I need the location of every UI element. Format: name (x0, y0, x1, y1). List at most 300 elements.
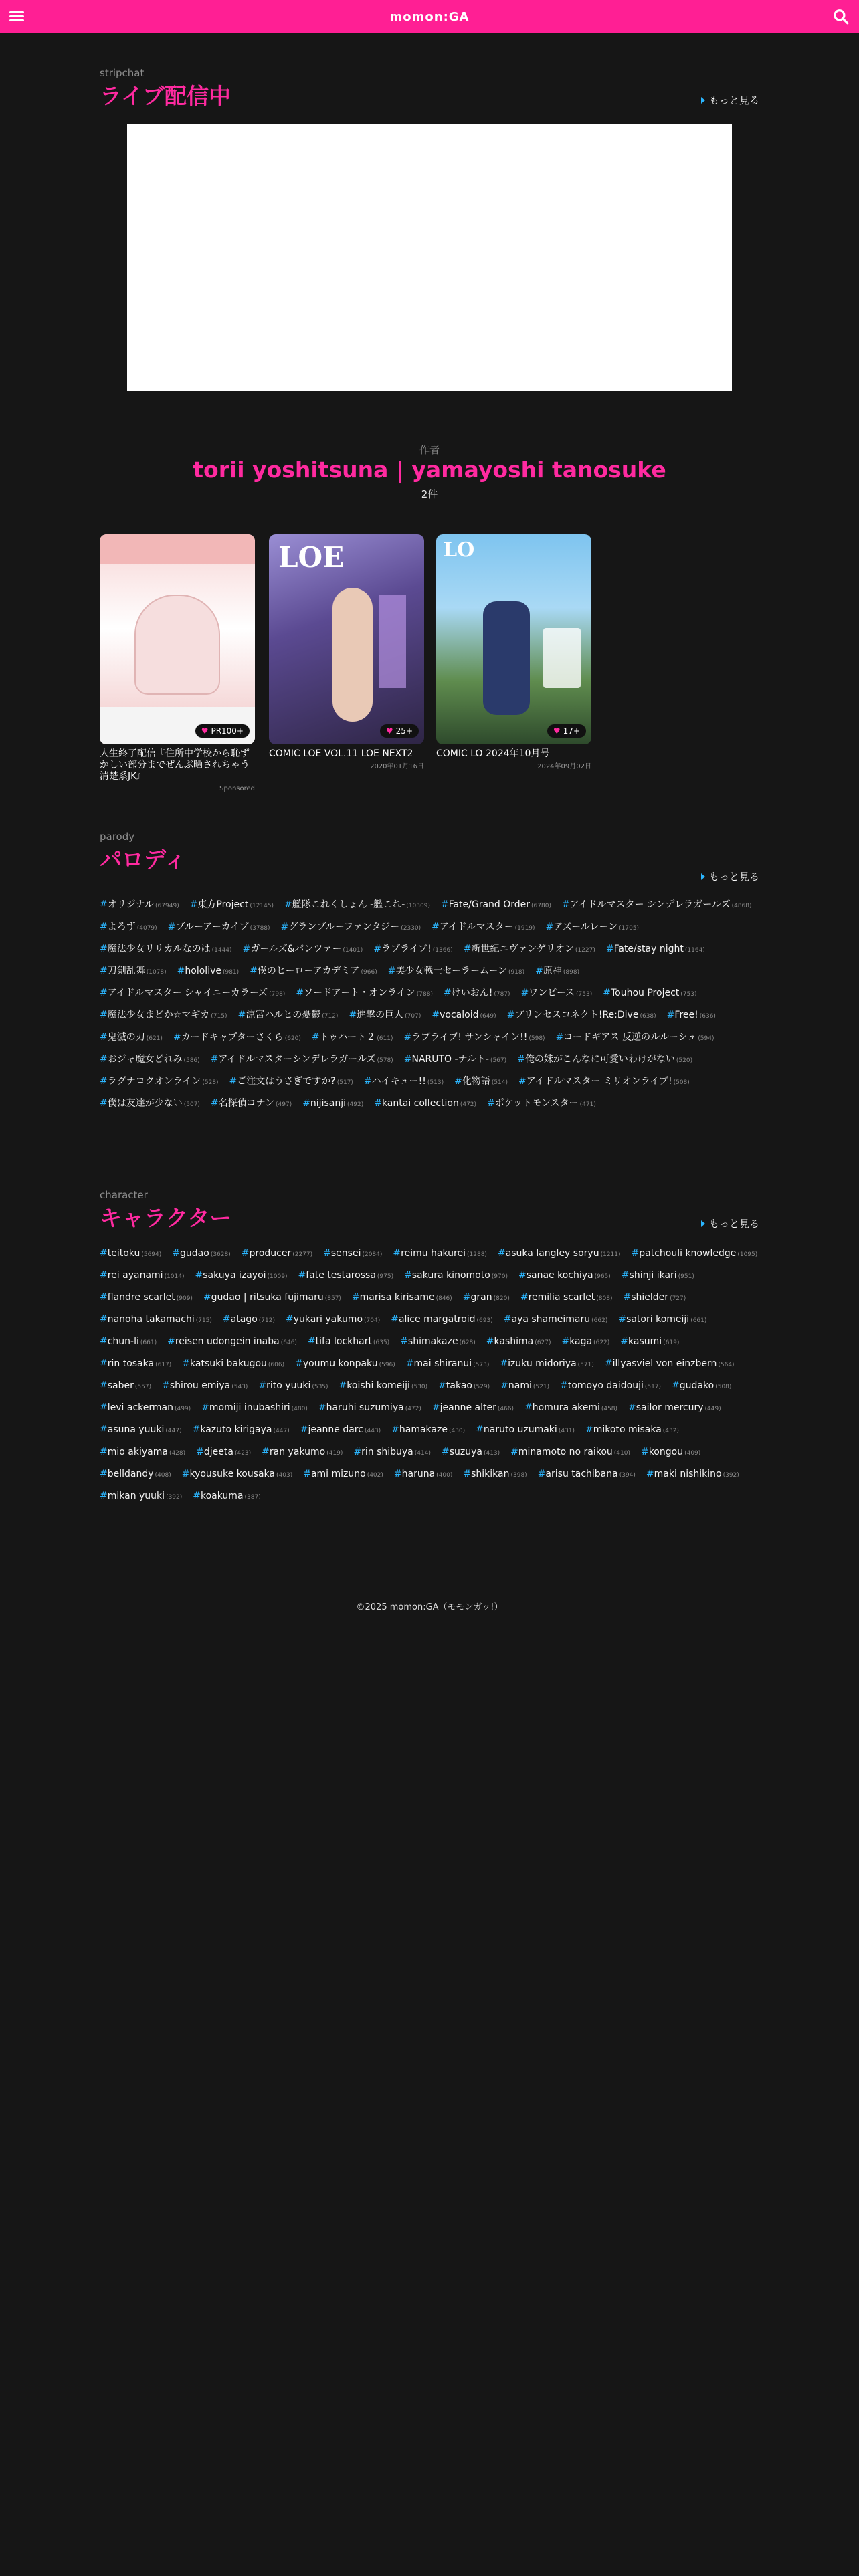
parody-tag[interactable] (296, 987, 433, 1000)
hash-icon: # (618, 1314, 627, 1325)
character-tag[interactable] (100, 1358, 171, 1371)
tag-name: 鬼滅の刃 (107, 1032, 145, 1043)
character-tag[interactable] (504, 1313, 608, 1327)
tag-count: (5694) (141, 1251, 162, 1258)
tag-count: (472) (460, 1101, 477, 1108)
tag-count: (6780) (531, 903, 551, 909)
cover-illustration (483, 601, 530, 715)
tag-count: (3628) (210, 1251, 231, 1258)
tag-count: (567) (490, 1057, 507, 1064)
tag-name: 魔法少女リリカルなのは (107, 944, 211, 954)
character-tag[interactable] (182, 1358, 284, 1371)
character-tag[interactable] (628, 1402, 721, 1415)
character-tag[interactable] (303, 1468, 383, 1481)
hash-icon: # (535, 966, 543, 976)
live-more-link[interactable]: もっと見る (701, 93, 759, 107)
work-card[interactable] (100, 534, 255, 792)
parody-tag[interactable] (100, 965, 167, 978)
tag-count: (627) (535, 1339, 551, 1346)
tag-name: トゥハート２ (319, 1032, 376, 1043)
cover-logo: LO (443, 538, 475, 562)
tag-count: (981) (222, 969, 240, 976)
sponsored-label: Sponsored (219, 785, 255, 792)
character-tag[interactable] (262, 1446, 343, 1459)
hash-icon: # (100, 1270, 108, 1281)
character-tag[interactable] (193, 1490, 260, 1503)
parody-tag[interactable] (100, 921, 157, 934)
character-tag[interactable] (432, 1402, 514, 1415)
card-date: 2024年09月02日 (537, 763, 591, 770)
character-tag[interactable] (295, 1358, 395, 1371)
character-tag[interactable] (286, 1313, 380, 1327)
tag-count: (403) (276, 1472, 293, 1479)
parody-tag[interactable] (100, 987, 285, 1000)
hash-icon: # (555, 1032, 564, 1043)
card-thumbnail[interactable] (100, 534, 255, 744)
character-tag[interactable] (524, 1402, 617, 1415)
tag-count: (517) (337, 1079, 353, 1086)
tag-name: NARUTO -ナルト- (411, 1054, 489, 1065)
parody-tag[interactable] (518, 1075, 690, 1089)
parody-tag[interactable] (100, 1097, 200, 1111)
tag-name: hololive (185, 966, 221, 976)
tag-name: gudao (180, 1248, 209, 1259)
hash-icon: # (100, 1010, 108, 1021)
parody-tag[interactable] (546, 921, 640, 934)
hash-icon: # (518, 1076, 527, 1087)
tag-name: shikikan (471, 1469, 510, 1479)
parody-tag[interactable] (229, 1075, 353, 1089)
tag-name: mio akiyama (107, 1446, 168, 1457)
work-card[interactable] (269, 534, 424, 770)
parody-kicker: parody (100, 831, 135, 843)
parody-tag[interactable] (100, 1053, 200, 1067)
character-tag[interactable] (193, 1424, 290, 1437)
tag-count: (951) (678, 1273, 694, 1280)
tag-count: (1078) (146, 969, 167, 976)
character-tag[interactable] (353, 1446, 431, 1459)
cover-illustration (332, 588, 373, 722)
character-tag[interactable] (298, 1269, 393, 1283)
author-name[interactable]: torii yoshitsuna | yamayoshi tanosuke (193, 457, 666, 483)
parody-tag[interactable] (454, 1075, 508, 1089)
character-tag[interactable] (100, 1446, 185, 1459)
character-tag[interactable] (391, 1313, 493, 1327)
tag-name: jeanne darc (308, 1424, 363, 1435)
tag-name: satori komeiji (626, 1314, 690, 1325)
character-tag[interactable] (201, 1402, 308, 1415)
character-tag[interactable] (585, 1424, 679, 1437)
card-title[interactable]: COMIC LOE VOL.11 LOE NEXT2 (269, 748, 413, 759)
tag-name: 涼宮ハルヒの憂鬱 (246, 1010, 321, 1021)
character-tag[interactable] (100, 1335, 157, 1349)
parody-tag[interactable] (404, 1053, 506, 1067)
hash-icon: # (323, 1248, 331, 1259)
tag-count: (975) (377, 1273, 394, 1280)
hash-icon: # (463, 944, 472, 954)
tag-name: kyousuke kousaka (189, 1469, 275, 1479)
character-tag[interactable] (172, 1247, 230, 1261)
character-tag[interactable] (520, 1291, 613, 1305)
character-tag[interactable] (100, 1402, 191, 1415)
tag-name: ラブライブ! (381, 944, 432, 954)
tag-name: shielder (631, 1292, 669, 1303)
character-tag[interactable] (624, 1291, 686, 1305)
parody-tag[interactable] (487, 1097, 596, 1111)
triangle-right-icon (701, 97, 705, 104)
parody-tag[interactable] (250, 965, 377, 978)
character-tag[interactable] (162, 1380, 248, 1393)
hash-icon: # (100, 1446, 108, 1457)
hash-icon: # (100, 1076, 108, 1087)
tag-count: (1366) (432, 947, 453, 954)
tag-count: (472) (405, 1406, 421, 1412)
hash-icon: # (210, 1054, 219, 1065)
card-thumbnail[interactable] (269, 534, 424, 744)
character-tag[interactable] (476, 1424, 575, 1437)
card-thumbnail[interactable] (436, 534, 591, 744)
character-tag[interactable] (203, 1291, 341, 1305)
tag-count: (578) (377, 1057, 393, 1064)
tag-name: ハイキュー!! (371, 1076, 426, 1087)
hash-icon: # (454, 1076, 462, 1087)
site-logo[interactable]: momon:GA (389, 9, 470, 24)
hash-icon: # (391, 1314, 399, 1325)
tag-count: (408) (155, 1472, 171, 1479)
parody-tag[interactable] (281, 921, 421, 934)
tag-count: (693) (476, 1317, 493, 1324)
parody-tag[interactable] (211, 1053, 393, 1067)
parody-tag[interactable] (190, 899, 274, 912)
tag-count: (909) (176, 1295, 193, 1302)
hash-icon: # (404, 1270, 412, 1281)
card-title[interactable]: COMIC LO 2024年10月号 (436, 748, 550, 759)
character-tag[interactable] (463, 1468, 527, 1481)
hash-icon: # (432, 1010, 440, 1021)
character-tag[interactable] (323, 1247, 382, 1261)
tag-count: (400) (436, 1472, 453, 1479)
hash-icon: # (486, 1336, 494, 1347)
tag-count: (387) (244, 1494, 261, 1501)
parody-tag[interactable] (349, 1009, 421, 1023)
heart-icon: ♥ (385, 726, 393, 736)
parody-tag[interactable] (535, 965, 579, 978)
character-tag[interactable] (620, 1335, 679, 1349)
character-tag[interactable] (400, 1335, 476, 1349)
hash-icon: # (100, 1491, 108, 1501)
tag-name: ソードアート・オンライン (304, 988, 415, 998)
tag-count: (704) (364, 1317, 381, 1324)
character-tag[interactable] (463, 1291, 510, 1305)
tag-name: kongou (648, 1446, 684, 1457)
hash-icon: # (100, 899, 108, 910)
tag-name: haruhi suzumiya (326, 1402, 404, 1413)
tag-name: sensei (330, 1248, 361, 1259)
parody-tag[interactable] (177, 965, 240, 978)
parody-tag[interactable] (521, 987, 593, 1000)
hash-icon: # (193, 1491, 201, 1501)
hash-icon: # (387, 966, 396, 976)
parody-tag[interactable] (517, 1053, 692, 1067)
tag-count: (707) (405, 1013, 421, 1020)
tag-name: asuka langley soryu (505, 1248, 599, 1259)
hash-icon: # (545, 922, 554, 932)
tag-count: (649) (480, 1013, 496, 1020)
parody-tag[interactable] (100, 943, 232, 956)
character-tag[interactable] (438, 1380, 490, 1393)
character-tag[interactable] (196, 1446, 251, 1459)
tag-count: (1227) (575, 947, 595, 954)
character-tag[interactable] (352, 1291, 452, 1305)
character-tag[interactable] (242, 1247, 312, 1261)
tag-count: (394) (619, 1472, 636, 1479)
hash-icon: # (303, 1469, 311, 1479)
tag-count: (621) (146, 1035, 163, 1042)
hash-icon: # (177, 966, 185, 976)
card-date: 2020年01月16日 (370, 763, 424, 770)
parody-tag[interactable] (444, 987, 510, 1000)
tag-count: (398) (510, 1472, 527, 1479)
character-tag[interactable] (500, 1358, 594, 1371)
hash-icon: # (284, 899, 292, 910)
parody-tag[interactable] (284, 899, 430, 912)
tag-count: (557) (134, 1384, 152, 1390)
tag-count: (753) (576, 991, 593, 998)
work-card[interactable] (436, 534, 591, 770)
parody-tag[interactable] (100, 1075, 219, 1089)
parody-tag[interactable] (100, 1009, 227, 1023)
tag-name: kasumi (628, 1336, 662, 1347)
tag-name: オリジナル (107, 899, 155, 910)
character-tag[interactable] (100, 1468, 171, 1481)
parody-more-link[interactable]: もっと見る (701, 869, 759, 883)
tag-name: izuku midoriya (508, 1358, 577, 1369)
parody-tag[interactable] (441, 899, 551, 912)
tag-count: (521) (533, 1384, 550, 1390)
character-tag[interactable] (560, 1380, 661, 1393)
tag-name: aya shameimaru (511, 1314, 591, 1325)
parody-tag[interactable] (211, 1097, 292, 1111)
parody-tag[interactable] (562, 899, 752, 912)
tag-name: sailor mercury (636, 1402, 704, 1413)
character-tag[interactable] (100, 1247, 161, 1261)
tag-name: kazuto kirigaya (200, 1424, 272, 1435)
parody-tag[interactable] (364, 1075, 444, 1089)
tag-count: (520) (676, 1057, 693, 1064)
tag-count: (596) (379, 1362, 395, 1368)
tag-count: (661) (140, 1339, 157, 1346)
tag-name: アイドルマスターシンデレラガールズ (218, 1054, 376, 1065)
tag-count: (662) (591, 1317, 608, 1324)
hash-icon: # (403, 1054, 412, 1065)
parody-tag[interactable] (404, 1031, 545, 1045)
tag-count: (586) (183, 1057, 200, 1064)
hash-icon: # (203, 1292, 211, 1303)
character-tag[interactable] (500, 1380, 549, 1393)
character-tag[interactable] (100, 1380, 151, 1393)
hamburger-menu-icon[interactable] (9, 9, 24, 24)
tag-count: (622) (593, 1339, 610, 1346)
character-tag[interactable] (308, 1335, 389, 1349)
tag-count: (431) (558, 1428, 575, 1434)
character-tag[interactable] (404, 1269, 508, 1283)
character-tag[interactable] (641, 1446, 700, 1459)
likes-badge: ♥ 25+ (380, 724, 419, 738)
tag-name: 僕は友達が少ない (107, 1098, 183, 1109)
tag-count: (715) (195, 1317, 212, 1324)
tag-count: (499) (174, 1406, 191, 1412)
live-stream-embed[interactable] (127, 124, 732, 391)
hash-icon: # (302, 1098, 310, 1109)
character-tag[interactable] (167, 1335, 297, 1349)
parody-tag[interactable] (388, 965, 524, 978)
hash-icon: # (250, 966, 258, 976)
tag-name: ami mizuno (310, 1469, 366, 1479)
hash-icon: # (487, 1098, 495, 1109)
character-tag[interactable] (258, 1380, 328, 1393)
parody-tag[interactable] (667, 1009, 716, 1023)
tag-name: nami (508, 1380, 532, 1391)
parody-tag[interactable] (432, 1009, 496, 1023)
parody-tag[interactable] (100, 899, 179, 912)
tag-name: おジャ魔女どれみ (107, 1054, 183, 1065)
hash-icon: # (167, 922, 176, 932)
parody-tag[interactable] (100, 1031, 163, 1045)
hash-icon: # (100, 944, 108, 954)
parody-tag[interactable] (373, 943, 452, 956)
tag-name: rin tosaka (107, 1358, 155, 1369)
ad-illustration (134, 595, 220, 695)
character-tag[interactable] (632, 1247, 758, 1261)
character-tag[interactable] (618, 1313, 706, 1327)
character-tag[interactable] (538, 1468, 636, 1481)
character-tag[interactable] (339, 1380, 428, 1393)
hash-icon: # (242, 944, 251, 954)
tag-count: (535) (312, 1384, 328, 1390)
hash-icon: # (561, 1336, 570, 1347)
tag-name: ブルーアーカイブ (175, 922, 249, 932)
parody-tag[interactable] (464, 943, 595, 956)
character-tag[interactable] (318, 1402, 421, 1415)
tag-count: (857) (324, 1295, 341, 1302)
character-tag[interactable] (394, 1468, 452, 1481)
parody-tag[interactable] (603, 987, 696, 1000)
triangle-right-icon (701, 1220, 705, 1227)
character-tag[interactable] (195, 1269, 288, 1283)
hash-icon: # (621, 1270, 630, 1281)
character-tag[interactable] (100, 1490, 182, 1503)
parody-tag[interactable] (238, 1009, 339, 1023)
tag-name: rei ayanami (107, 1270, 163, 1281)
character-tag[interactable] (223, 1313, 275, 1327)
hash-icon: # (363, 1076, 372, 1087)
parody-tag[interactable] (302, 1097, 363, 1111)
hash-icon: # (298, 1270, 306, 1281)
character-tag[interactable] (646, 1468, 739, 1481)
parody-tag[interactable] (374, 1097, 476, 1111)
tag-name: levi ackerman (107, 1402, 173, 1413)
parody-tag[interactable] (243, 943, 363, 956)
character-tag[interactable] (486, 1335, 551, 1349)
search-icon[interactable] (832, 8, 850, 25)
character-tag[interactable] (393, 1247, 487, 1261)
tag-name: アズールレーン (553, 922, 618, 932)
ad-banner-top (100, 534, 255, 564)
tag-name: mikoto misaka (593, 1424, 662, 1435)
tag-name: shinji ikari (629, 1270, 677, 1281)
tag-name: gudao | ritsuka fujimaru (211, 1292, 324, 1303)
tag-count: (635) (373, 1339, 390, 1346)
character-tag[interactable] (391, 1424, 465, 1437)
tag-count: (798) (269, 991, 286, 998)
parody-tag[interactable] (507, 1009, 656, 1023)
tag-count: (471) (579, 1101, 596, 1108)
tag-name: 艦隊これくしょん -艦これ- (292, 899, 405, 910)
character-tag[interactable] (510, 1446, 630, 1459)
tag-count: (1009) (267, 1273, 288, 1280)
character-tag[interactable] (605, 1358, 735, 1371)
hash-icon: # (440, 899, 449, 910)
character-more-link[interactable]: もっと見る (701, 1216, 759, 1230)
tag-name: chun-li (107, 1336, 139, 1347)
tag-name: 原神 (543, 966, 562, 976)
likes-badge: ♥ PR100+ (195, 724, 250, 738)
parody-tag[interactable] (312, 1031, 393, 1045)
tag-count: (564) (718, 1362, 735, 1368)
tag-count: (402) (367, 1472, 383, 1479)
character-tag[interactable] (518, 1269, 611, 1283)
tag-name: 化物語 (462, 1076, 490, 1087)
hash-icon: # (500, 1380, 508, 1391)
card-title[interactable]: 人生終了配信『住所中学校から恥ずかしい部分までぜんぶ晒されちゃう清楚系JK』 (100, 748, 250, 782)
character-tag[interactable] (100, 1291, 193, 1305)
hash-icon: # (280, 922, 289, 932)
character-tag[interactable] (100, 1424, 182, 1437)
parody-tag[interactable] (556, 1031, 714, 1045)
parody-tag[interactable] (173, 1031, 301, 1045)
tag-count: (480) (291, 1406, 308, 1412)
tag-name: アイドルマスター (439, 922, 514, 932)
author-kicker: 作者 (419, 444, 440, 456)
tag-count: (392) (723, 1472, 739, 1479)
character-tag[interactable] (622, 1269, 694, 1283)
tag-name: youmu konpaku (302, 1358, 378, 1369)
tag-name: ご注文はうさぎですか? (237, 1076, 336, 1087)
tag-count: (466) (497, 1406, 514, 1412)
character-tag[interactable] (406, 1358, 490, 1371)
parody-tag[interactable] (168, 921, 270, 934)
hash-icon: # (604, 1358, 613, 1369)
parody-tag[interactable] (432, 921, 535, 934)
tag-name: sanae kochiya (526, 1270, 593, 1281)
hash-icon: # (537, 1469, 546, 1479)
character-tag[interactable] (100, 1269, 185, 1283)
tag-name: mikan yuuki (107, 1491, 165, 1501)
tag-count: (898) (563, 969, 580, 976)
character-tag[interactable] (498, 1247, 621, 1261)
character-tag[interactable] (300, 1424, 381, 1437)
parody-tag[interactable] (606, 943, 705, 956)
character-tag[interactable] (672, 1380, 731, 1393)
character-tag[interactable] (182, 1468, 292, 1481)
character-tag[interactable] (561, 1335, 609, 1349)
hash-icon: # (672, 1380, 680, 1391)
tag-count: (543) (231, 1384, 248, 1390)
hash-icon: # (500, 1358, 508, 1369)
character-tag[interactable] (442, 1446, 500, 1459)
character-tag[interactable] (100, 1313, 212, 1327)
tag-count: (966) (361, 969, 377, 976)
